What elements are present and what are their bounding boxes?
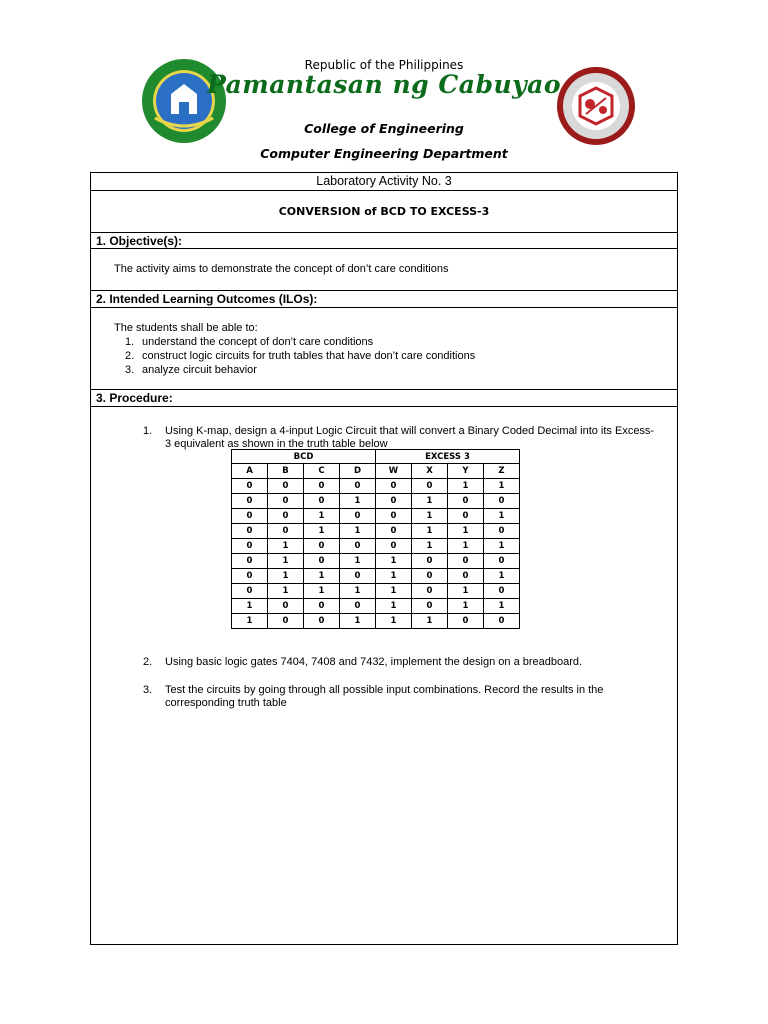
table-cell: 0 xyxy=(448,494,484,509)
table-cell: 0 xyxy=(412,554,448,569)
table-cell: 1 xyxy=(340,584,376,599)
table-cell: 0 xyxy=(304,539,340,554)
group-header-bcd: BCD xyxy=(232,450,376,464)
table-cell: 0 xyxy=(340,599,376,614)
procedure-heading: 3. Procedure: xyxy=(91,390,677,407)
table-cell: 1 xyxy=(412,494,448,509)
table-cell: 1 xyxy=(268,554,304,569)
step-text: Using K-map, design a 4-input Logic Circuit that will convert a Binary Coded Decimal into its Excess- xyxy=(165,425,655,437)
table-cell: 1 xyxy=(448,599,484,614)
table-cell: 0 xyxy=(448,509,484,524)
table-cell: 1 xyxy=(304,524,340,539)
table-cell: 0 xyxy=(376,524,412,539)
table-cell: 0 xyxy=(484,494,520,509)
table-cell: 1 xyxy=(268,539,304,554)
truth-table-body xyxy=(232,479,520,629)
table-cell: 0 xyxy=(448,614,484,629)
ilo-intro: The students shall be able to: xyxy=(114,322,258,334)
republic-line: Republic of the Philippines xyxy=(304,58,464,72)
table-row xyxy=(232,599,520,614)
column-header: Z xyxy=(484,464,520,479)
table-cell: 1 xyxy=(448,584,484,599)
ilo-body xyxy=(91,308,677,390)
table-cell: 0 xyxy=(268,494,304,509)
table-cell: 1 xyxy=(304,584,340,599)
table-cell: 1 xyxy=(268,584,304,599)
table-cell: 1 xyxy=(340,614,376,629)
table-cell: 1 xyxy=(448,479,484,494)
table-cell: 0 xyxy=(232,584,268,599)
step-number: 1. xyxy=(143,425,153,437)
table-cell: 0 xyxy=(340,569,376,584)
table-cell: 0 xyxy=(268,599,304,614)
table-cell: 1 xyxy=(484,599,520,614)
table-cell: 0 xyxy=(232,569,268,584)
activity-conversion-title: CONVERSION of BCD TO EXCESS-3 xyxy=(91,191,677,233)
table-row xyxy=(232,554,520,569)
table-cell: 0 xyxy=(304,554,340,569)
table-cell: 0 xyxy=(268,524,304,539)
step-text: 3 equivalent as shown in the truth table below xyxy=(165,438,388,450)
truth-table xyxy=(231,449,520,629)
table-cell: 1 xyxy=(376,584,412,599)
table-cell: 1 xyxy=(304,509,340,524)
table-cell: 0 xyxy=(232,524,268,539)
table-cell: 0 xyxy=(232,509,268,524)
list-item-number: 2. xyxy=(125,350,135,362)
table-row xyxy=(232,539,520,554)
table-cell: 0 xyxy=(340,479,376,494)
column-header: X xyxy=(412,464,448,479)
group-header-excess3: EXCESS 3 xyxy=(376,450,520,464)
table-cell: 1 xyxy=(412,539,448,554)
step-text: corresponding truth table xyxy=(165,697,287,709)
table-cell: 0 xyxy=(268,614,304,629)
table-row xyxy=(232,584,520,599)
table-cell: 1 xyxy=(412,614,448,629)
table-cell: 0 xyxy=(484,524,520,539)
table-cell: 0 xyxy=(448,569,484,584)
table-cell: 1 xyxy=(484,569,520,584)
table-cell: 0 xyxy=(484,614,520,629)
list-item: analyze circuit behavior xyxy=(142,364,257,376)
table-cell: 0 xyxy=(232,539,268,554)
step-text: Using basic logic gates 7404, 7408 and 7432, implement the design on a breadboard. xyxy=(165,656,583,668)
table-group-row xyxy=(232,450,520,464)
column-header: D xyxy=(340,464,376,479)
college-name: College of Engineering xyxy=(304,121,464,136)
table-cell: 0 xyxy=(376,494,412,509)
table-cell: 0 xyxy=(412,479,448,494)
table-cell: 1 xyxy=(376,614,412,629)
table-row xyxy=(232,509,520,524)
list-item: construct logic circuits for truth tables that have don’t care conditions xyxy=(142,350,476,362)
list-item-number: 1. xyxy=(125,336,135,348)
step-number: 2. xyxy=(143,656,153,668)
step-number: 3. xyxy=(143,684,153,696)
table-cell: 1 xyxy=(484,509,520,524)
list-item-number: 3. xyxy=(125,364,135,376)
table-cell: 0 xyxy=(340,509,376,524)
table-cell: 0 xyxy=(448,554,484,569)
list-item: understand the concept of don’t care conditions xyxy=(142,336,374,348)
table-cell: 0 xyxy=(376,509,412,524)
table-cell: 1 xyxy=(448,524,484,539)
table-cell: 0 xyxy=(232,554,268,569)
table-row xyxy=(232,614,520,629)
document-header xyxy=(0,0,768,170)
table-cell: 0 xyxy=(484,584,520,599)
table-cell: 1 xyxy=(448,539,484,554)
table-cell: 1 xyxy=(376,569,412,584)
table-header-row xyxy=(232,464,520,479)
column-header: Y xyxy=(448,464,484,479)
table-cell: 1 xyxy=(232,614,268,629)
ilo-heading: 2. Intended Learning Outcomes (ILOs): xyxy=(91,291,677,308)
activity-frame xyxy=(90,172,678,945)
table-row xyxy=(232,494,520,509)
table-cell: 1 xyxy=(484,479,520,494)
table-cell: 0 xyxy=(268,509,304,524)
table-cell: 0 xyxy=(232,494,268,509)
table-cell: 0 xyxy=(376,479,412,494)
table-cell: 0 xyxy=(304,494,340,509)
column-header: C xyxy=(304,464,340,479)
table-cell: 0 xyxy=(340,539,376,554)
table-cell: 0 xyxy=(412,584,448,599)
table-cell: 1 xyxy=(304,569,340,584)
table-cell: 0 xyxy=(304,479,340,494)
table-cell: 0 xyxy=(304,599,340,614)
table-cell: 0 xyxy=(268,479,304,494)
table-cell: 0 xyxy=(232,479,268,494)
department-name: Computer Engineering Department xyxy=(260,146,508,161)
table-cell: 0 xyxy=(412,599,448,614)
table-row xyxy=(232,479,520,494)
table-cell: 1 xyxy=(340,494,376,509)
table-cell: 1 xyxy=(412,509,448,524)
objective-text: The activity aims to demonstrate the concept of don’t care conditions xyxy=(114,263,449,275)
table-cell: 1 xyxy=(340,554,376,569)
column-header: W xyxy=(376,464,412,479)
objective-heading: 1. Objective(s): xyxy=(91,233,677,249)
table-row xyxy=(232,524,520,539)
activity-title: Laboratory Activity No. 3 xyxy=(91,173,677,191)
step-text: Test the circuits by going through all possible input combinations. Record the results in the xyxy=(165,684,604,696)
objective-body xyxy=(91,249,677,291)
column-header: A xyxy=(232,464,268,479)
table-cell: 0 xyxy=(304,614,340,629)
table-cell: 1 xyxy=(376,554,412,569)
table-cell: 1 xyxy=(340,524,376,539)
table-cell: 1 xyxy=(232,599,268,614)
table-cell: 0 xyxy=(412,569,448,584)
table-cell: 1 xyxy=(484,539,520,554)
table-cell: 1 xyxy=(412,524,448,539)
table-cell: 1 xyxy=(268,569,304,584)
school-name: Pamantasan ng Cabuyao xyxy=(206,70,562,99)
table-cell: 1 xyxy=(376,599,412,614)
table-cell: 0 xyxy=(484,554,520,569)
column-header: B xyxy=(268,464,304,479)
table-cell: 0 xyxy=(376,539,412,554)
table-row xyxy=(232,569,520,584)
